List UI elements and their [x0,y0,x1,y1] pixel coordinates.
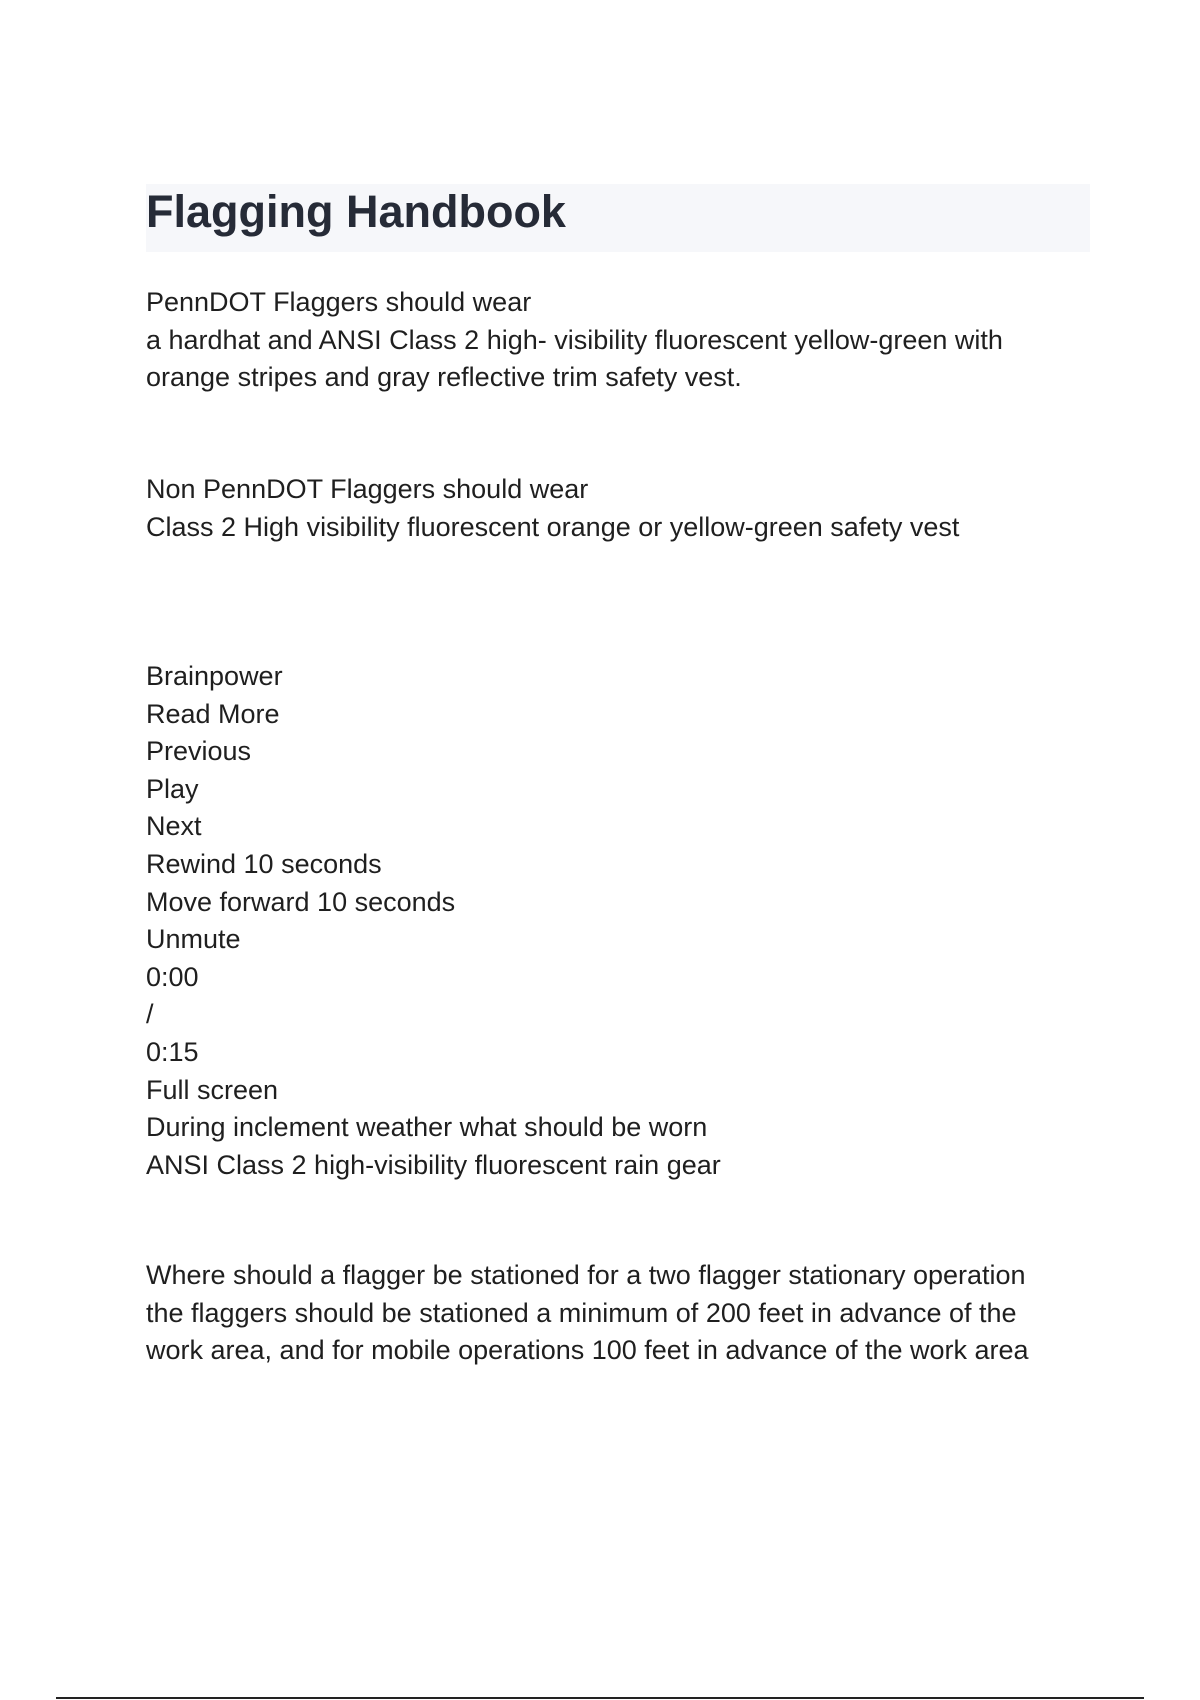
current-time: 0:00 [146,961,199,992]
section-non-penndot-flaggers [146,471,1086,546]
section-penndot-flaggers [146,284,1086,397]
text-line: a hardhat and ANSI Class 2 high- visibility fluorescent yellow-green with [146,324,1003,355]
text-line: Non PennDOT Flaggers should wear [146,474,589,504]
text-line: Class 2 High visibility fluorescent orange or yellow-green safety vest [146,511,960,542]
section-video-player-text [146,658,1086,1184]
section-flagger-station [146,1257,1086,1370]
text-line: PennDOT Flaggers should wear [146,287,532,317]
time-separator: / [146,999,154,1030]
rewind-button[interactable]: Rewind 10 seconds [146,848,382,879]
full-screen-button[interactable]: Full screen [146,1074,279,1105]
brainpower-label: Brainpower [146,661,283,691]
text-line: work area, and for mobile operations 100 feet in advance of the work area [146,1335,1029,1366]
question-inclement-weather: During inclement weather what should be worn [146,1112,708,1143]
page-title: Flagging Handbook [146,186,566,237]
text-line: the flaggers should be stationed a minimum of 200 feet in advance of the [146,1297,1017,1328]
forward-button[interactable]: Move forward 10 seconds [146,886,456,917]
text-line: orange stripes and gray reflective trim safety vest. [146,362,742,393]
unmute-button[interactable]: Unmute [146,924,241,955]
previous-button[interactable]: Previous [146,736,252,767]
duration: 0:15 [146,1036,199,1067]
answer-inclement-weather: ANSI Class 2 high-visibility fluorescent rain gear [146,1149,721,1180]
read-more-link[interactable]: Read More [146,698,280,729]
play-button[interactable]: Play [146,773,199,804]
next-button[interactable]: Next [146,811,202,842]
text-line: Where should a flagger be stationed for a two flagger stationary operation [146,1260,1026,1290]
bottom-divider [56,1697,1144,1699]
